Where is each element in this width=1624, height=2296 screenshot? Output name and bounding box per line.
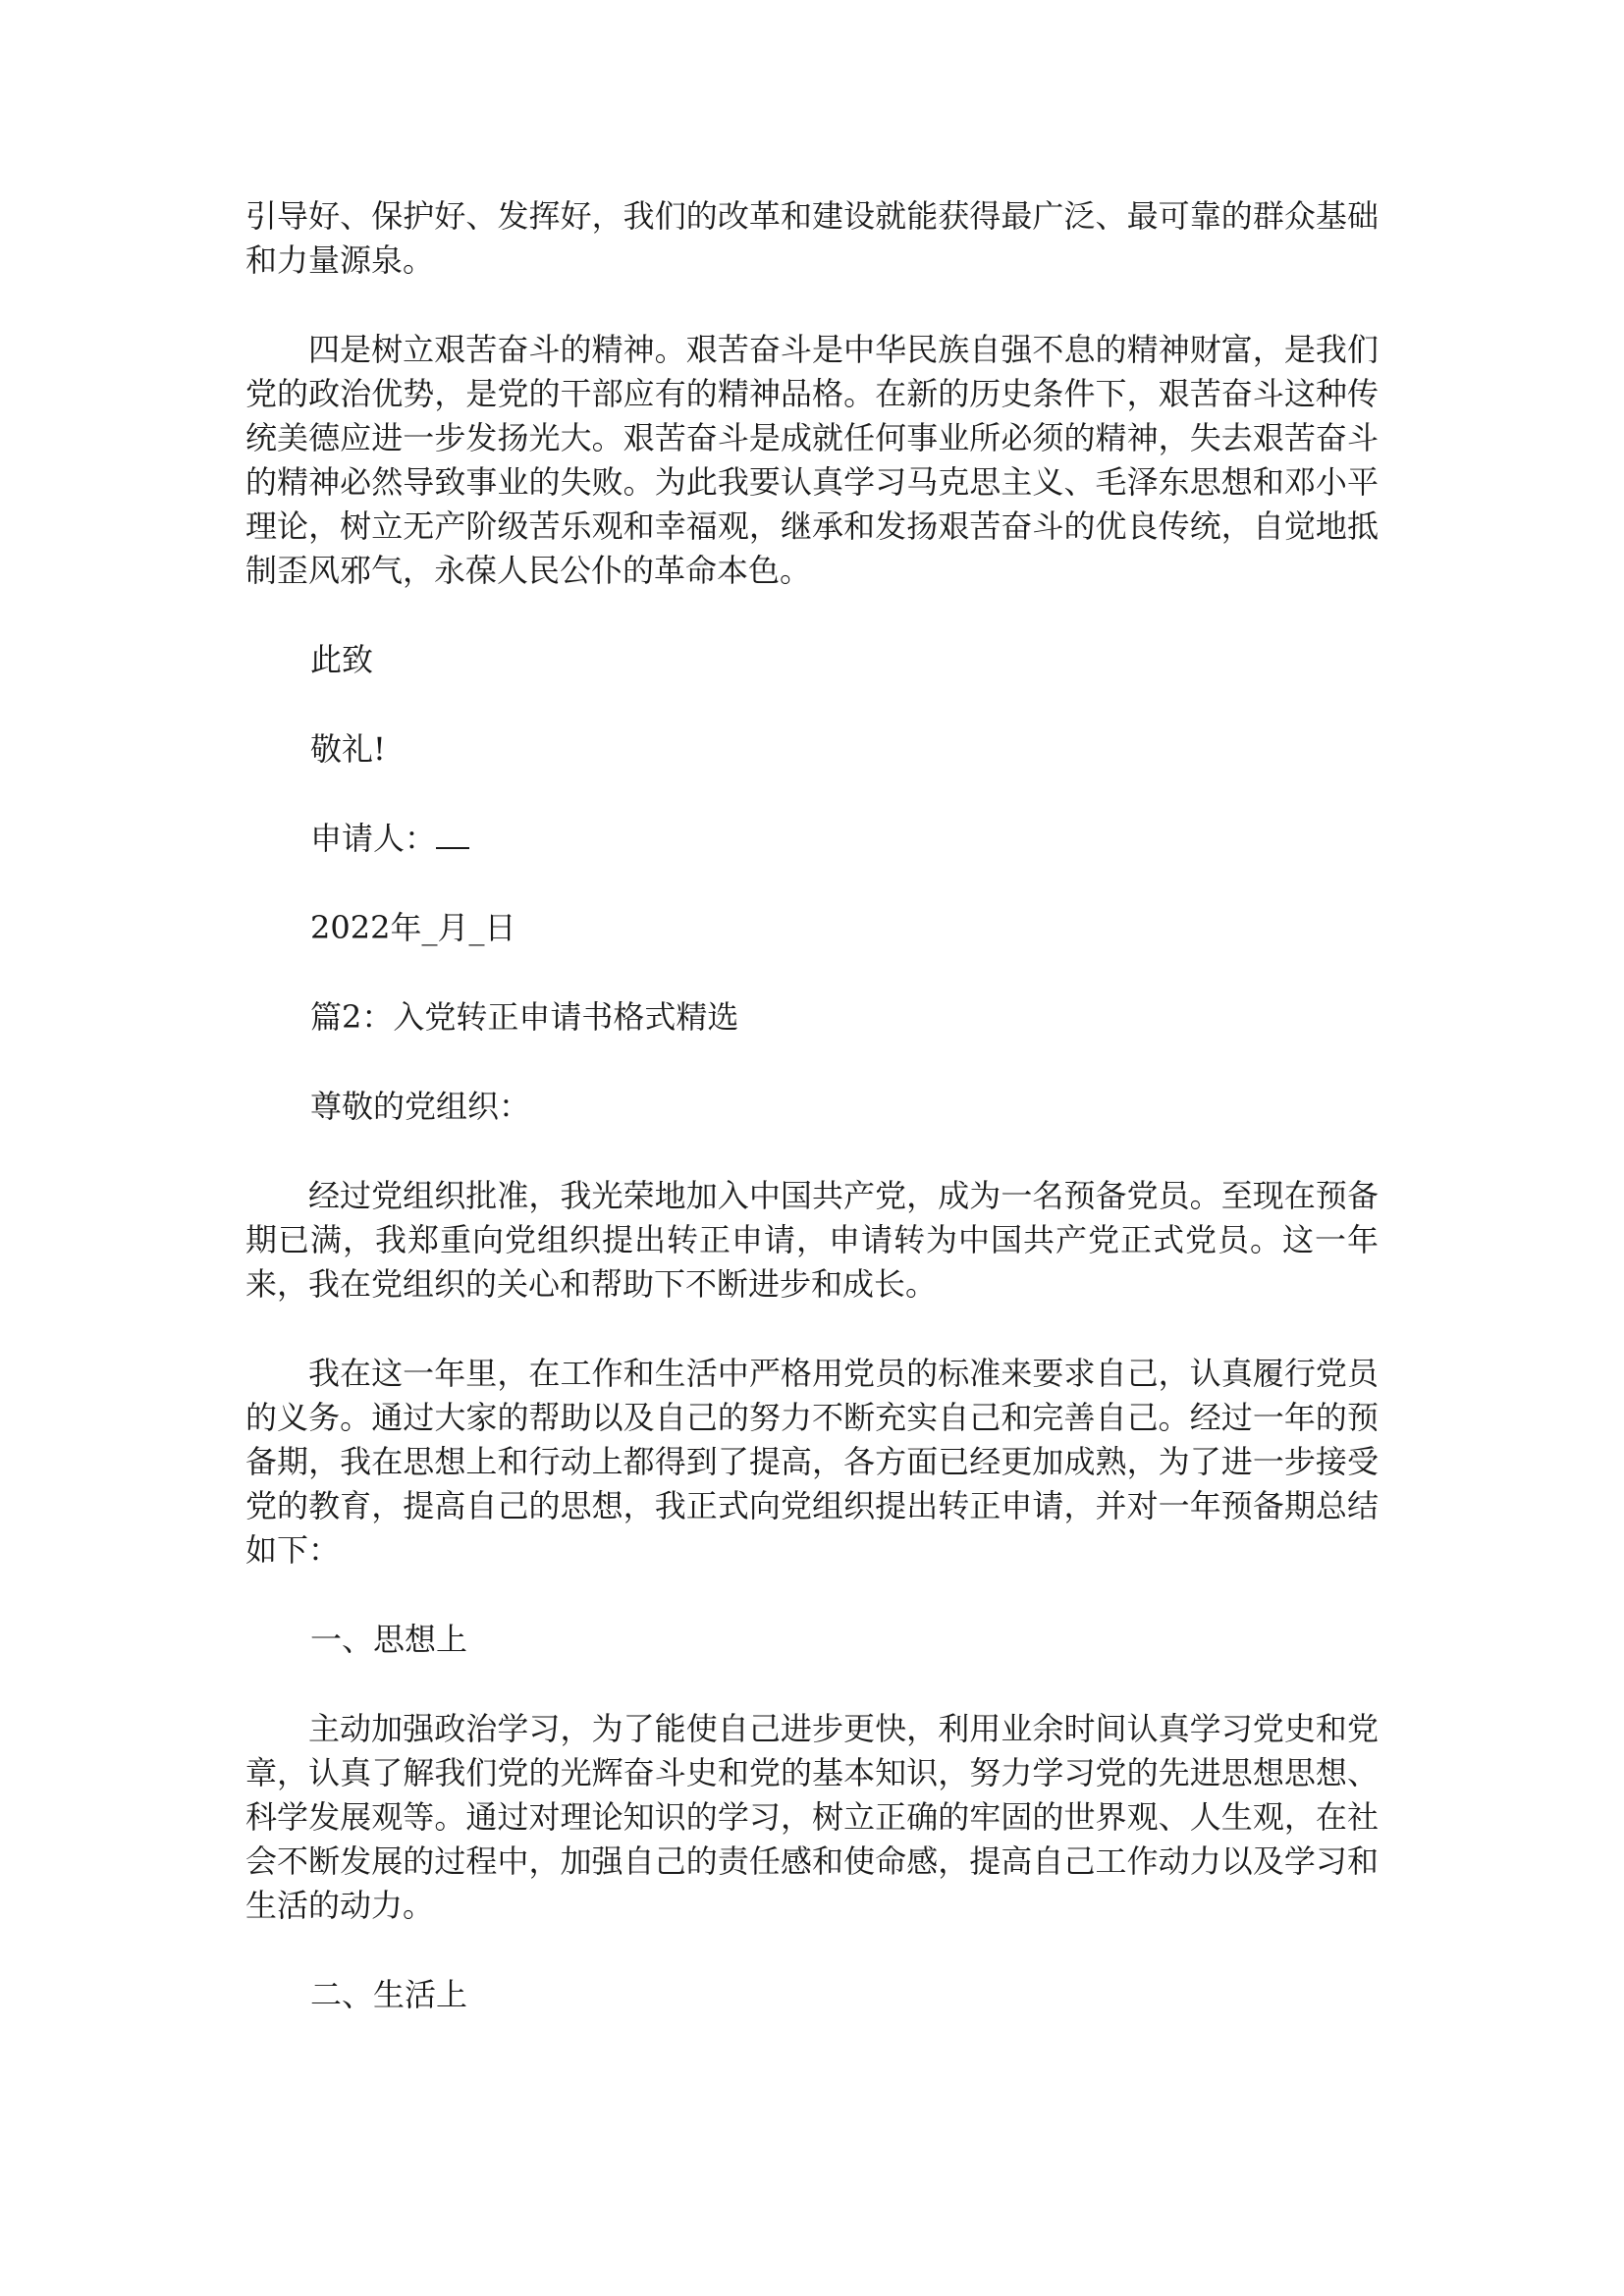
applicant-label: 申请人： bbox=[310, 820, 437, 857]
paragraph-political-study: 主动加强政治学习，为了能使自己进步更快，利用业余时间认真学习党史和党章，认真了解我们党的光辉奋斗史和党的基本知识，努力学习党的先进思想思想、科学发展观等。通过对理论知识的学习，树立正确的牢固的世界观、人生观，在社会不断发展的过程中，加强自己的责任感和使命感，提高自己工作动力以及学习和生活的动力。 bbox=[245, 1710, 1379, 1924]
closing-regards: 敬礼! bbox=[310, 730, 386, 768]
paragraph-joining: 经过党组织批准，我光荣地加入中国共产党，成为一名预备党员。至现在预备期已满，我郑重向党组织提出转正申请，申请转为中国共产党正式党员。这一年来，我在党组织的关心和帮助下不断进步和成长。 bbox=[245, 1177, 1379, 1303]
document-body bbox=[245, 194, 1379, 2062]
applicant-name-blank bbox=[436, 818, 469, 849]
paragraph-continuation: 引导好、保护好、发挥好，我们的改革和建设就能获得最广泛、最可靠的群众基础和力量源泉。 bbox=[245, 197, 1379, 279]
greeting: 尊敬的党组织： bbox=[310, 1088, 531, 1125]
paragraph-year-summary: 我在这一年里，在工作和生活中严格用党员的标准来要求自己，认真履行党员的义务。通过大家的帮助以及自己的努力不断充实自己和完善自己。经过一年的预备期，我在思想上和行动上都得到了提高，各方面已经更加成熟，为了进一步接受党的教育，提高自己的思想，我正式向党组织提出转正申请，并对一年预备期总结如下： bbox=[245, 1355, 1379, 1569]
heading-ideology: 一、思想上 bbox=[310, 1621, 468, 1658]
closing-date: 2022年_月_日 bbox=[310, 909, 516, 946]
closing-salutation: 此致 bbox=[310, 641, 374, 678]
heading-life: 二、生活上 bbox=[310, 1976, 468, 2013]
applicant-line bbox=[245, 817, 1379, 861]
section-title: 篇2：入党转正申请书格式精选 bbox=[310, 998, 739, 1036]
paragraph-hard-work-spirit: 四是树立艰苦奋斗的精神。艰苦奋斗是中华民族自强不息的精神财富，是我们党的政治优势，是党的干部应有的精神品格。在新的历史条件下，艰苦奋斗这种传统美德应进一步发扬光大。艰苦奋斗是成就任何事业所必须的精神，失去艰苦奋斗的精神必然导致事业的失败。为此我要认真学习马克思主义、毛泽东思想和邓小平理论，树立无产阶级苦乐观和幸福观，继承和发扬艰苦奋斗的优良传统，自觉地抵制歪风邪气，永葆人民公仆的革命本色。 bbox=[245, 331, 1379, 589]
